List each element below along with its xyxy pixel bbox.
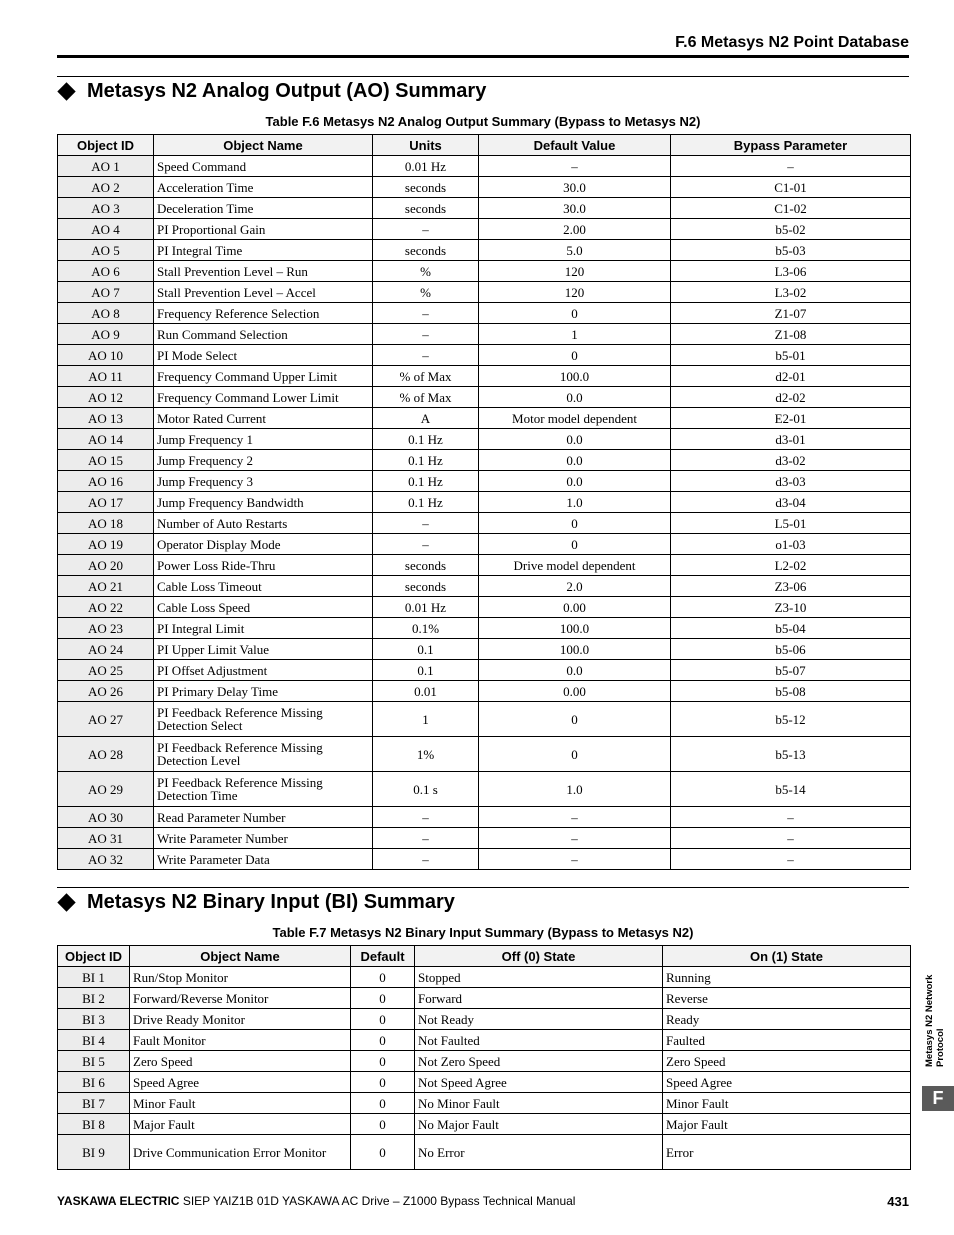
- col-header-off-state: Off (0) State: [415, 946, 663, 967]
- cell-bypass-parameter: b5-07: [671, 660, 911, 681]
- table-row: [58, 1093, 911, 1114]
- cell-default-value: 120: [479, 261, 671, 282]
- table-row: [58, 198, 911, 219]
- cell-object-id: AO 29: [58, 772, 154, 807]
- cell-default-value: 0: [479, 737, 671, 772]
- cell-units: –: [373, 828, 479, 849]
- cell-object-name: Jump Frequency 3: [154, 471, 373, 492]
- cell-off-state: No Minor Fault: [415, 1093, 663, 1114]
- cell-object-name: Motor Rated Current: [154, 408, 373, 429]
- cell-units: 0.1 Hz: [373, 492, 479, 513]
- cell-object-id: AO 9: [58, 324, 154, 345]
- cell-object-id: AO 3: [58, 198, 154, 219]
- cell-units: % of Max: [373, 387, 479, 408]
- cell-default-value: Drive model dependent: [479, 555, 671, 576]
- cell-off-state: No Major Fault: [415, 1114, 663, 1135]
- cell-object-name: Speed Command: [154, 156, 373, 177]
- cell-off-state: Not Zero Speed: [415, 1051, 663, 1072]
- cell-on-state: Minor Fault: [663, 1093, 911, 1114]
- table-row: [58, 408, 911, 429]
- cell-object-name: Acceleration Time: [154, 177, 373, 198]
- cell-off-state: No Error: [415, 1135, 663, 1170]
- col-header-object-name: Object Name: [130, 946, 351, 967]
- cell-units: –: [373, 303, 479, 324]
- cell-object-id: AO 26: [58, 681, 154, 702]
- footer-doc-line: [57, 1194, 575, 1209]
- col-header-default: Default: [351, 946, 415, 967]
- diamond-bullet-icon: [57, 82, 75, 100]
- cell-on-state: Error: [663, 1135, 911, 1170]
- cell-object-id: AO 14: [58, 429, 154, 450]
- cell-units: 0.01 Hz: [373, 597, 479, 618]
- cell-units: –: [373, 807, 479, 828]
- cell-bypass-parameter: L5-01: [671, 513, 911, 534]
- table-row: [58, 282, 911, 303]
- footer-doc-title: SIEP YAIZ1B 01D YASKAWA AC Drive – Z1000 Bypass Technical Manual: [182, 1194, 576, 1208]
- bi-summary-table: [57, 945, 911, 1170]
- table-row: [58, 156, 911, 177]
- table-row: [58, 1030, 911, 1051]
- cell-object-id: BI 3: [58, 1009, 130, 1030]
- cell-object-id: AO 4: [58, 219, 154, 240]
- cell-default: 0: [351, 1051, 415, 1072]
- cell-object-name: PI Upper Limit Value: [154, 639, 373, 660]
- cell-object-id: BI 4: [58, 1030, 130, 1051]
- table-row: [58, 1114, 911, 1135]
- cell-bypass-parameter: Z1-08: [671, 324, 911, 345]
- table-row: [58, 345, 911, 366]
- table-row: [58, 177, 911, 198]
- cell-object-name: Minor Fault: [130, 1093, 351, 1114]
- cell-object-id: BI 5: [58, 1051, 130, 1072]
- cell-on-state: Major Fault: [663, 1114, 911, 1135]
- cell-bypass-parameter: b5-08: [671, 681, 911, 702]
- cell-on-state: Ready: [663, 1009, 911, 1030]
- cell-off-state: Forward: [415, 988, 663, 1009]
- table-row: [58, 471, 911, 492]
- cell-default: 0: [351, 1135, 415, 1170]
- table-row: [58, 828, 911, 849]
- cell-default: 0: [351, 1030, 415, 1051]
- cell-default-value: 100.0: [479, 618, 671, 639]
- col-header-bypass-parameter: Bypass Parameter: [671, 135, 911, 156]
- table-row: [58, 618, 911, 639]
- table-row: [58, 660, 911, 681]
- cell-object-id: AO 1: [58, 156, 154, 177]
- cell-on-state: Faulted: [663, 1030, 911, 1051]
- cell-units: A: [373, 408, 479, 429]
- cell-off-state: Stopped: [415, 967, 663, 988]
- cell-object-name: Forward/Reverse Monitor: [130, 988, 351, 1009]
- footer-brand: YASKAWA ELECTRIC: [57, 1194, 180, 1208]
- cell-bypass-parameter: d3-03: [671, 471, 911, 492]
- cell-off-state: Not Speed Agree: [415, 1072, 663, 1093]
- cell-default-value: –: [479, 828, 671, 849]
- cell-bypass-parameter: C1-01: [671, 177, 911, 198]
- cell-bypass-parameter: b5-01: [671, 345, 911, 366]
- cell-object-name: Number of Auto Restarts: [154, 513, 373, 534]
- table-row: [58, 967, 911, 988]
- cell-default-value: 120: [479, 282, 671, 303]
- cell-object-name: Fault Monitor: [130, 1030, 351, 1051]
- cell-default-value: –: [479, 849, 671, 870]
- cell-default: 0: [351, 988, 415, 1009]
- cell-default-value: 100.0: [479, 366, 671, 387]
- cell-object-name: Frequency Command Upper Limit: [154, 366, 373, 387]
- side-tab-label: Metasys N2 Network Protocol: [924, 974, 946, 1067]
- cell-default-value: –: [479, 807, 671, 828]
- cell-bypass-parameter: d2-02: [671, 387, 911, 408]
- cell-default: 0: [351, 1093, 415, 1114]
- cell-object-name: Stall Prevention Level – Accel: [154, 282, 373, 303]
- cell-units: 0.1: [373, 660, 479, 681]
- cell-object-id: AO 11: [58, 366, 154, 387]
- table-row: [58, 988, 911, 1009]
- cell-object-name: Zero Speed: [130, 1051, 351, 1072]
- cell-object-name: PI Feedback Reference Missing Detection Time: [154, 772, 373, 807]
- diamond-bullet-icon: [57, 893, 75, 911]
- cell-object-name: PI Feedback Reference Missing Detection Level: [154, 737, 373, 772]
- cell-object-id: AO 17: [58, 492, 154, 513]
- running-head: F.6 Metasys N2 Point Database: [675, 34, 909, 51]
- cell-units: 0.01 Hz: [373, 156, 479, 177]
- cell-units: 1: [373, 702, 479, 737]
- col-header-on-state: On (1) State: [663, 946, 911, 967]
- col-header-object-id: Object ID: [58, 135, 154, 156]
- cell-object-id: AO 13: [58, 408, 154, 429]
- cell-bypass-parameter: –: [671, 156, 911, 177]
- table-row: [58, 681, 911, 702]
- cell-object-id: AO 5: [58, 240, 154, 261]
- table-row: [58, 450, 911, 471]
- cell-object-name: PI Integral Limit: [154, 618, 373, 639]
- table-row: [58, 737, 911, 772]
- cell-bypass-parameter: E2-01: [671, 408, 911, 429]
- table-row: [58, 849, 911, 870]
- page-footer: [57, 1194, 909, 1209]
- col-header-default-value: Default Value: [479, 135, 671, 156]
- cell-object-id: AO 28: [58, 737, 154, 772]
- cell-default: 0: [351, 967, 415, 988]
- cell-default-value: 2.00: [479, 219, 671, 240]
- cell-units: seconds: [373, 198, 479, 219]
- cell-object-name: Cable Loss Speed: [154, 597, 373, 618]
- cell-object-id: AO 2: [58, 177, 154, 198]
- cell-bypass-parameter: d2-01: [671, 366, 911, 387]
- cell-bypass-parameter: d3-02: [671, 450, 911, 471]
- cell-object-name: Jump Frequency 1: [154, 429, 373, 450]
- cell-object-id: AO 25: [58, 660, 154, 681]
- cell-object-name: Major Fault: [130, 1114, 351, 1135]
- cell-default-value: 0.0: [479, 471, 671, 492]
- cell-units: 0.1 Hz: [373, 471, 479, 492]
- cell-bypass-parameter: L3-02: [671, 282, 911, 303]
- cell-bypass-parameter: b5-13: [671, 737, 911, 772]
- table-caption-ao: Table F.6 Metasys N2 Analog Output Summary (Bypass to Metasys N2): [265, 114, 701, 129]
- table-row: [58, 303, 911, 324]
- cell-default-value: 1.0: [479, 492, 671, 513]
- cell-bypass-parameter: b5-04: [671, 618, 911, 639]
- page-number: 431: [887, 1194, 909, 1209]
- cell-default-value: 100.0: [479, 639, 671, 660]
- cell-object-id: AO 10: [58, 345, 154, 366]
- cell-default-value: 0: [479, 534, 671, 555]
- cell-units: –: [373, 345, 479, 366]
- cell-units: 1%: [373, 737, 479, 772]
- cell-on-state: Running: [663, 967, 911, 988]
- table-row: [58, 366, 911, 387]
- cell-object-id: AO 19: [58, 534, 154, 555]
- cell-object-name: Stall Prevention Level – Run: [154, 261, 373, 282]
- section-rule-bi: [57, 887, 909, 888]
- cell-default: 0: [351, 1009, 415, 1030]
- col-header-units: Units: [373, 135, 479, 156]
- cell-object-id: BI 1: [58, 967, 130, 988]
- table-row: [58, 772, 911, 807]
- cell-default-value: Motor model dependent: [479, 408, 671, 429]
- cell-bypass-parameter: –: [671, 807, 911, 828]
- cell-units: 0.1 Hz: [373, 450, 479, 471]
- cell-object-id: AO 20: [58, 555, 154, 576]
- cell-object-id: AO 21: [58, 576, 154, 597]
- cell-units: 0.01: [373, 681, 479, 702]
- cell-object-name: Frequency Reference Selection: [154, 303, 373, 324]
- table-header-row: [58, 946, 911, 967]
- table-row: [58, 429, 911, 450]
- table-row: [58, 807, 911, 828]
- cell-object-name: PI Mode Select: [154, 345, 373, 366]
- table-row: [58, 219, 911, 240]
- cell-off-state: Not Ready: [415, 1009, 663, 1030]
- cell-object-id: AO 15: [58, 450, 154, 471]
- cell-object-name: PI Primary Delay Time: [154, 681, 373, 702]
- table-row: [58, 576, 911, 597]
- cell-default-value: 0.0: [479, 660, 671, 681]
- cell-default-value: 0: [479, 702, 671, 737]
- cell-object-id: AO 30: [58, 807, 154, 828]
- cell-default-value: 1: [479, 324, 671, 345]
- cell-default-value: 0.0: [479, 429, 671, 450]
- cell-bypass-parameter: b5-12: [671, 702, 911, 737]
- cell-object-name: Write Parameter Data: [154, 849, 373, 870]
- table-row: [58, 387, 911, 408]
- chapter-tab-letter: F: [922, 1086, 954, 1111]
- table-row: [58, 261, 911, 282]
- cell-bypass-parameter: Z1-07: [671, 303, 911, 324]
- table-row: [58, 324, 911, 345]
- cell-bypass-parameter: L3-06: [671, 261, 911, 282]
- cell-default-value: 2.0: [479, 576, 671, 597]
- cell-object-id: AO 8: [58, 303, 154, 324]
- cell-bypass-parameter: –: [671, 828, 911, 849]
- cell-default: 0: [351, 1072, 415, 1093]
- table-row: [58, 702, 911, 737]
- cell-object-name: PI Integral Time: [154, 240, 373, 261]
- cell-units: seconds: [373, 177, 479, 198]
- cell-default-value: 0.0: [479, 450, 671, 471]
- cell-units: –: [373, 849, 479, 870]
- cell-object-name: PI Proportional Gain: [154, 219, 373, 240]
- cell-bypass-parameter: b5-03: [671, 240, 911, 261]
- col-header-object-id: Object ID: [58, 946, 130, 967]
- section-title-bi: [57, 891, 455, 914]
- header-rule: [57, 55, 909, 58]
- cell-units: %: [373, 282, 479, 303]
- cell-bypass-parameter: b5-14: [671, 772, 911, 807]
- cell-units: 0.1 Hz: [373, 429, 479, 450]
- table-row: [58, 555, 911, 576]
- cell-bypass-parameter: d3-04: [671, 492, 911, 513]
- cell-default-value: 30.0: [479, 177, 671, 198]
- cell-default-value: 0: [479, 345, 671, 366]
- table-row: [58, 1135, 911, 1170]
- cell-object-name: Frequency Command Lower Limit: [154, 387, 373, 408]
- cell-object-id: AO 32: [58, 849, 154, 870]
- cell-bypass-parameter: b5-02: [671, 219, 911, 240]
- cell-object-id: AO 31: [58, 828, 154, 849]
- cell-default-value: 0.00: [479, 681, 671, 702]
- cell-object-name: Jump Frequency 2: [154, 450, 373, 471]
- cell-object-name: Drive Communication Error Monitor: [130, 1135, 351, 1170]
- cell-object-id: AO 24: [58, 639, 154, 660]
- table-row: [58, 1051, 911, 1072]
- cell-units: %: [373, 261, 479, 282]
- col-header-object-name: Object Name: [154, 135, 373, 156]
- cell-units: 0.1: [373, 639, 479, 660]
- cell-units: 0.1 s: [373, 772, 479, 807]
- cell-object-id: AO 6: [58, 261, 154, 282]
- cell-object-id: AO 18: [58, 513, 154, 534]
- table-caption-bi: Table F.7 Metasys N2 Binary Input Summary (Bypass to Metasys N2): [272, 925, 694, 940]
- cell-on-state: Speed Agree: [663, 1072, 911, 1093]
- cell-default-value: 0.00: [479, 597, 671, 618]
- cell-bypass-parameter: Z3-10: [671, 597, 911, 618]
- cell-object-id: BI 8: [58, 1114, 130, 1135]
- cell-bypass-parameter: Z3-06: [671, 576, 911, 597]
- cell-object-name: Drive Ready Monitor: [130, 1009, 351, 1030]
- cell-bypass-parameter: b5-06: [671, 639, 911, 660]
- cell-object-name: Write Parameter Number: [154, 828, 373, 849]
- ao-summary-table: [57, 134, 911, 870]
- cell-object-id: AO 12: [58, 387, 154, 408]
- table-row: [58, 534, 911, 555]
- cell-object-name: Speed Agree: [130, 1072, 351, 1093]
- cell-object-id: AO 27: [58, 702, 154, 737]
- table-row: [58, 492, 911, 513]
- cell-bypass-parameter: –: [671, 849, 911, 870]
- cell-default-value: –: [479, 156, 671, 177]
- table-row: [58, 1009, 911, 1030]
- cell-units: –: [373, 324, 479, 345]
- cell-object-id: BI 2: [58, 988, 130, 1009]
- cell-object-id: AO 7: [58, 282, 154, 303]
- cell-object-name: Jump Frequency Bandwidth: [154, 492, 373, 513]
- cell-bypass-parameter: o1-03: [671, 534, 911, 555]
- cell-object-name: Operator Display Mode: [154, 534, 373, 555]
- cell-object-id: AO 16: [58, 471, 154, 492]
- cell-object-name: Read Parameter Number: [154, 807, 373, 828]
- cell-units: seconds: [373, 555, 479, 576]
- cell-units: seconds: [373, 576, 479, 597]
- cell-bypass-parameter: L2-02: [671, 555, 911, 576]
- cell-units: seconds: [373, 240, 479, 261]
- cell-object-name: Power Loss Ride-Thru: [154, 555, 373, 576]
- cell-default-value: 30.0: [479, 198, 671, 219]
- cell-default: 0: [351, 1114, 415, 1135]
- cell-object-name: PI Offset Adjustment: [154, 660, 373, 681]
- cell-object-id: BI 9: [58, 1135, 130, 1170]
- cell-units: –: [373, 219, 479, 240]
- cell-default-value: 0.0: [479, 387, 671, 408]
- cell-on-state: Reverse: [663, 988, 911, 1009]
- section-title-ao: [57, 80, 486, 103]
- cell-object-id: AO 22: [58, 597, 154, 618]
- section-rule-ao: [57, 76, 909, 77]
- cell-bypass-parameter: C1-02: [671, 198, 911, 219]
- table-row: [58, 1072, 911, 1093]
- table-row: [58, 639, 911, 660]
- section-title-bi-text: Metasys N2 Binary Input (BI) Summary: [87, 891, 455, 913]
- cell-bypass-parameter: d3-01: [671, 429, 911, 450]
- cell-default-value: 0: [479, 513, 671, 534]
- cell-object-name: Cable Loss Timeout: [154, 576, 373, 597]
- cell-units: –: [373, 534, 479, 555]
- table-row: [58, 597, 911, 618]
- cell-on-state: Zero Speed: [663, 1051, 911, 1072]
- cell-object-name: Run/Stop Monitor: [130, 967, 351, 988]
- cell-default-value: 0: [479, 303, 671, 324]
- cell-object-name: Run Command Selection: [154, 324, 373, 345]
- table-header-row: [58, 135, 911, 156]
- cell-units: –: [373, 513, 479, 534]
- table-row: [58, 240, 911, 261]
- cell-object-name: Deceleration Time: [154, 198, 373, 219]
- cell-default-value: 5.0: [479, 240, 671, 261]
- cell-object-id: AO 23: [58, 618, 154, 639]
- cell-off-state: Not Faulted: [415, 1030, 663, 1051]
- cell-object-id: BI 7: [58, 1093, 130, 1114]
- table-row: [58, 513, 911, 534]
- cell-object-id: BI 6: [58, 1072, 130, 1093]
- section-title-ao-text: Metasys N2 Analog Output (AO) Summary: [87, 80, 487, 102]
- cell-units: % of Max: [373, 366, 479, 387]
- cell-default-value: 1.0: [479, 772, 671, 807]
- cell-object-name: PI Feedback Reference Missing Detection Select: [154, 702, 373, 737]
- cell-units: 0.1%: [373, 618, 479, 639]
